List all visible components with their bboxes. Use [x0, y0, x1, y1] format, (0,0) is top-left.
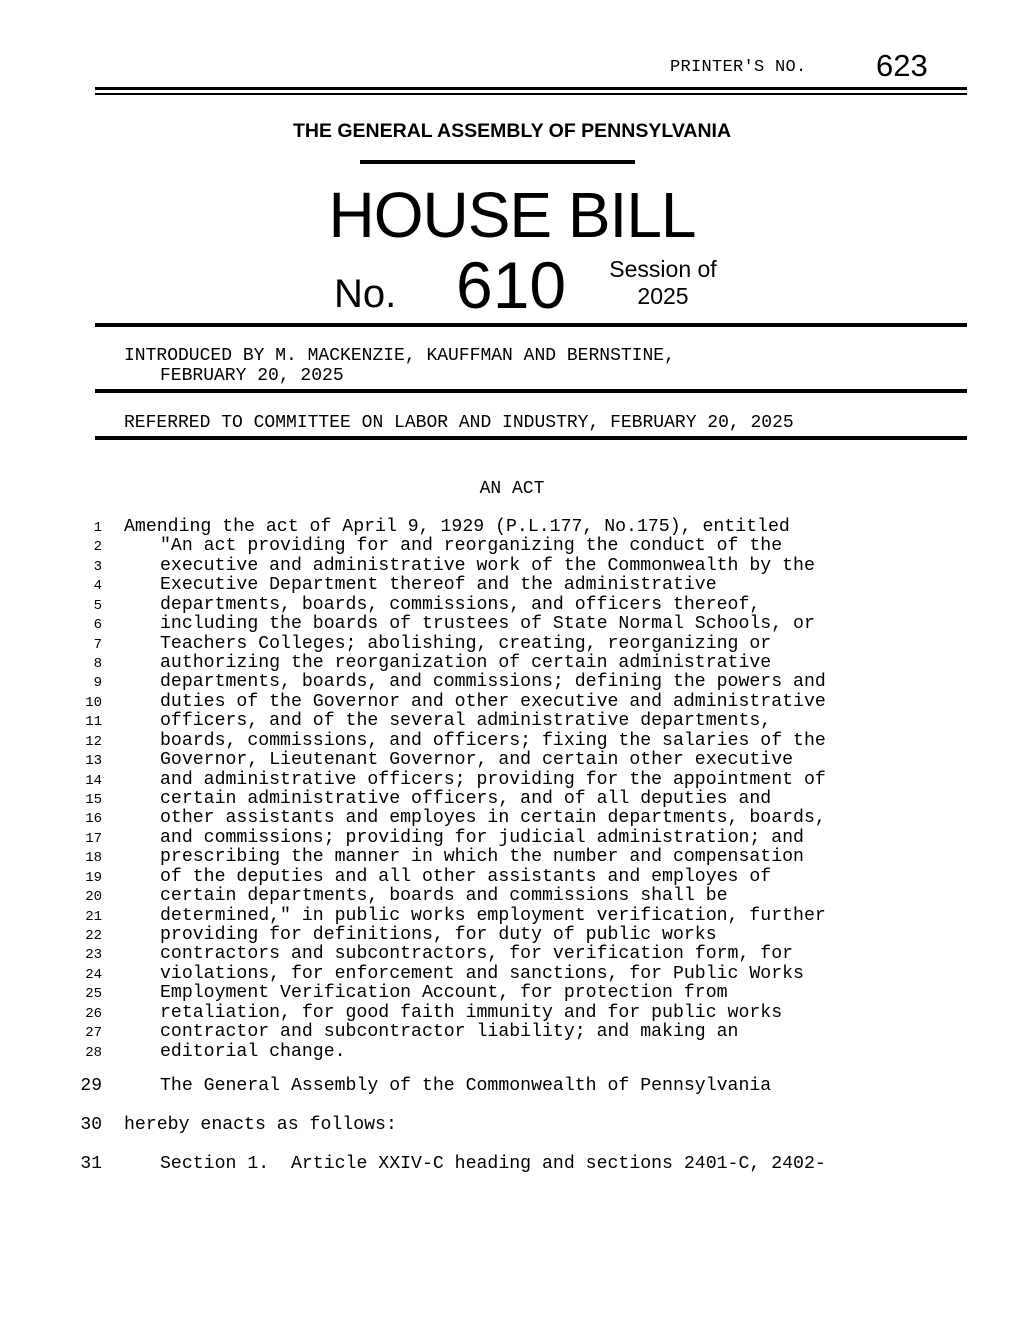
assembly-underline — [360, 160, 635, 164]
an-act-heading: AN ACT — [479, 479, 545, 499]
header-rule-top — [95, 87, 967, 90]
title-line-text: violations, for enforcement and sanctions, for Public Works — [160, 963, 804, 984]
line-number: 14 — [85, 772, 102, 789]
section-rule-3 — [95, 436, 967, 440]
title-line-text: and administrative officers; providing for the appointment of — [160, 769, 826, 790]
line-number: 25 — [85, 986, 102, 1003]
bill-number-label: No. — [334, 272, 397, 316]
title-line-text: departments, boards, commissions, and officers thereof, — [160, 594, 761, 615]
line-number: 17 — [85, 830, 102, 847]
bill-type-heading: HOUSE BILL — [328, 179, 696, 251]
title-line-text: Executive Department thereof and the administrative — [160, 575, 717, 596]
title-line-text: retaliation, for good faith immunity and for public works — [160, 1002, 783, 1023]
title-line-text: duties of the Governor and other executive and administrative — [160, 691, 826, 712]
section-rule-2 — [95, 389, 967, 393]
line-number: 22 — [85, 928, 102, 945]
body-line-text: The General Assembly of the Commonwealth of Pennsylvania — [160, 1076, 772, 1096]
line-number: 27 — [85, 1025, 102, 1042]
title-line-text: Governor, Lieutenant Governor, and certain other executive — [160, 750, 794, 771]
bill-number: 610 — [456, 248, 567, 322]
title-line-text: boards, commissions, and officers; fixing the salaries of the — [160, 730, 826, 751]
line-number: 28 — [85, 1044, 102, 1061]
title-line-text: authorizing the reorganization of certain administrative — [160, 653, 772, 673]
session-label: Session of — [609, 256, 717, 282]
title-line-text: editorial change. — [160, 1041, 346, 1062]
title-line-text: contractors and subcontractors, for verification form, for — [160, 944, 794, 965]
header-rule-top-thin — [95, 93, 967, 95]
title-line-text: of the deputies and all other assistants and employes of — [160, 866, 772, 887]
referred-to-committee-line: REFERRED TO COMMITTEE ON LABOR AND INDUSTRY, FEBRUARY 20, 2025 — [124, 413, 794, 433]
line-number: 4 — [93, 578, 102, 595]
title-line-text: certain departments, boards and commissions shall be — [160, 886, 728, 907]
line-number: 2 — [93, 539, 102, 556]
title-line-text: certain administrative officers, and of all deputies and — [160, 789, 772, 810]
line-number: 8 — [93, 656, 102, 672]
body-line-text: hereby enacts as follows: — [124, 1115, 397, 1135]
line-number: 5 — [93, 597, 102, 614]
title-line-text: and commissions; providing for judicial administration; and — [160, 827, 804, 848]
title-line-text: Employment Verification Account, for protection from — [160, 983, 728, 1004]
title-line-text: executive and administrative work of the Commonwealth by the — [160, 555, 815, 576]
section-rule-1 — [95, 323, 967, 327]
title-line-text: prescribing the manner in which the number and compensation — [160, 847, 804, 868]
session-year: 2025 — [637, 283, 689, 309]
title-line-text: "An act providing for and reorganizing the conduct of the — [160, 536, 783, 557]
title-line-text: Amending the act of April 9, 1929 (P.L.177, No.175), entitled — [124, 517, 790, 537]
title-line-text: determined," in public works employment verification, further — [160, 905, 826, 926]
line-number: 20 — [85, 889, 102, 906]
body-line-text: Section 1. Article XXIV-C heading and sections 2401-C, 2402- — [160, 1154, 826, 1174]
line-number: 10 — [85, 694, 102, 711]
title-line-text: Teachers Colleges; abolishing, creating, reorganizing or — [160, 633, 772, 654]
title-line-text: officers, and of the several administrative departments, — [160, 711, 772, 732]
line-number: 31 — [80, 1154, 102, 1174]
introduced-date-line: FEBRUARY 20, 2025 — [160, 366, 344, 386]
line-number: 24 — [85, 966, 102, 983]
line-number: 19 — [85, 869, 102, 886]
title-line-text: including the boards of trustees of State Normal Schools, or — [160, 614, 815, 635]
printer-number: 623 — [876, 48, 928, 83]
line-number: 11 — [85, 714, 102, 731]
line-number: 13 — [85, 753, 102, 770]
title-line-text: other assistants and employes in certain departments, boards, — [160, 808, 826, 829]
line-number: 3 — [93, 558, 102, 575]
line-number: 1 — [93, 520, 102, 536]
printer-number-label: PRINTER'S NO. — [670, 58, 807, 77]
line-number: 15 — [85, 792, 102, 809]
line-number: 30 — [80, 1115, 102, 1135]
line-number: 12 — [85, 733, 102, 750]
line-number: 29 — [80, 1076, 102, 1096]
line-number: 16 — [85, 811, 102, 828]
line-number: 9 — [93, 675, 102, 692]
title-line-text: departments, boards, and commissions; defining the powers and — [160, 672, 826, 693]
line-number: 26 — [85, 1005, 102, 1022]
introduced-by-line: INTRODUCED BY M. MACKENZIE, KAUFFMAN AND BERNSTINE, — [124, 346, 675, 366]
line-number: 23 — [85, 947, 102, 964]
line-number: 6 — [93, 617, 102, 634]
line-number: 18 — [85, 850, 102, 867]
line-number: 7 — [93, 636, 102, 653]
general-assembly-title: THE GENERAL ASSEMBLY OF PENNSYLVANIA — [292, 120, 732, 142]
title-line-text: providing for definitions, for duty of public works — [160, 925, 717, 946]
line-number: 21 — [85, 908, 102, 925]
title-line-text: contractor and subcontractor liability; and making an — [160, 1022, 739, 1043]
